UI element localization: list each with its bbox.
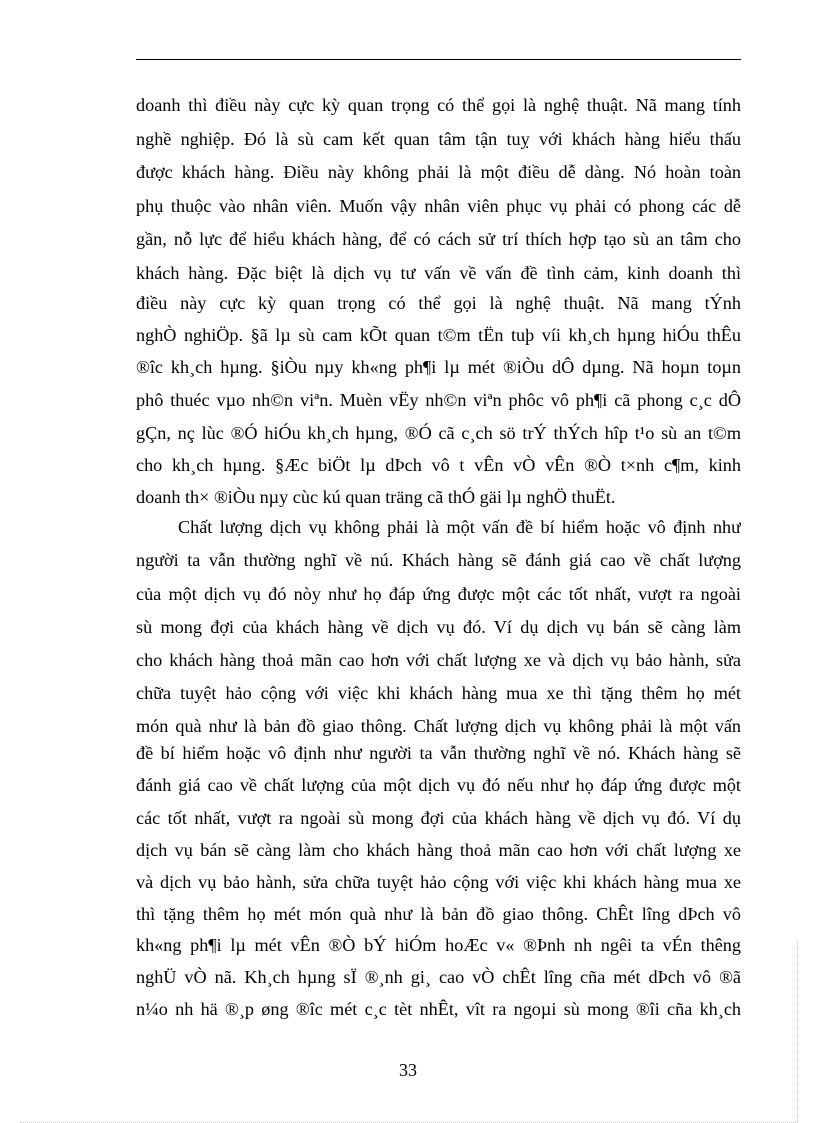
text-line: kh«ng ph¶i lµ mét vÊn ®Ò bÝ hiÓm hoÆc v« ®Þnh nh ngêi ta vÉn thêng (136, 935, 741, 955)
text-line: sù mong đợi của khách hàng về dịch vụ đó. Ví dụ dịch vụ bán sẽ càng làm (136, 617, 741, 637)
header-rule (136, 59, 741, 60)
text-line: thì tặng thêm họ mét món quà như là bản đồ giao thông. ChÊt lîng dÞch vô (136, 904, 741, 924)
text-line: các tốt nhất, vượt ra ngoài sù mong đợi của khách hàng về dịch vụ đó. Ví dụ (136, 808, 741, 828)
text-line: n¼o nh hä ®¸p øng ®îc mét c¸c tèt nhÊt, vît ra ngoµi sù mong ®îi cña kh¸ch (136, 999, 741, 1019)
text-line: doanh thì điều này cực kỳ quan trọng có thể gọi là nghệ thuật. Nã mang tính (136, 95, 741, 115)
text-line: nghÜ vÒ nã. Kh¸ch hµng sÏ ®¸nh gi¸ cao vÒ chÊt lîng cña mét dÞch vô ®ã (136, 967, 741, 987)
text-line: cho khách hàng thoả mãn cao hơn với chất lượng xe và dịch vụ bảo hành, sửa (136, 650, 741, 670)
text-line: phụ thuộc vào nhân viên. Muốn vậy nhân viên phục vụ phải có phong các dễ (136, 196, 741, 216)
page-boundary-right (797, 940, 798, 1123)
text-line: Chất lượng dịch vụ không phải là một vấn đề bí hiểm hoặc vô định như (178, 517, 741, 537)
text-line: nghÒ nghiÖp. §ã lµ sù cam kÕt quan t©m tËn tuþ víi kh¸ch hµng hiÓu thÊu (136, 325, 741, 345)
text-line: đề bí hiểm hoặc vô định như người ta vẫn thường nghĩ về nó. Khách hàng sẽ (136, 743, 741, 763)
text-line: dịch vụ bán sẽ càng làm cho khách hàng thoả mãn cao hơn với chất lượng xe (136, 840, 741, 860)
text-line: chữa tuyệt hảo cộng với việc khi khách hàng mua xe thì tặng thêm họ mét (136, 683, 741, 703)
text-line: ®îc kh¸ch hµng. §iÒu nµy kh«ng ph¶i lµ mét ®iÒu dÔ dµng. Nã hoµn toµn (136, 357, 741, 377)
text-line: đánh giá cao về chất lượng của một dịch vụ đó nếu như họ đáp ứng được một (136, 775, 741, 795)
text-line: được khách hàng. Điều này không phải là một điều dễ dàng. Nó hoàn toàn (136, 162, 741, 182)
text-line: khách hàng. Đặc biệt là dịch vụ tư vấn về vấn đề tình cảm, kinh doanh thì (136, 263, 741, 283)
page-number: 33 (399, 1060, 417, 1080)
text-line: và dịch vụ bảo hành, sửa chữa tuyệt hảo cộng với việc khi khách hàng mua xe (136, 872, 741, 892)
text-line: nghề nghiệp. Đó là sù cam kết quan tâm tận tuỵ với khách hàng hiểu thấu (136, 129, 741, 149)
text-line: điều này cực kỳ quan trọng có thể gọi là nghệ thuật. Nã mang tÝnh (136, 293, 741, 313)
text-line: cho kh¸ch hµng. §Æc biÖt lµ dÞch vô t vÊn vÒ vÊn ®Ò t×nh c¶m, kinh (136, 455, 741, 475)
text-line: của một dịch vụ đó nòy như họ đáp ứng được một các tốt nhất, vượt ra ngoài (136, 584, 741, 604)
text-line: người ta vẫn thường nghĩ về nú. Khách hàng sẽ đánh giá cao về chất lượng (136, 550, 741, 570)
text-line: gÇn, nç lùc ®Ó hiÓu kh¸ch hµng, ®Ó cã c¸ch sö trÝ thÝch hîp t¹o sù an t©m (136, 423, 741, 443)
text-line: doanh th× ®iÒu nµy cùc kú quan träng cã thÓ gäi lµ nghÖ thuËt. (136, 487, 616, 507)
text-line: phô thuéc vµo nh©n viªn. Muèn vËy nh©n viªn phôc vô ph¶i cã phong c¸c dÔ (136, 390, 741, 410)
text-line: gần, nỗ lực để hiểu khách hàng, để có cách sử trí thích hợp tạo sù an tâm cho (136, 229, 741, 249)
text-line: món quà như là bản đồ giao thông. Chất lượng dịch vụ không phải là một vấn (136, 716, 741, 736)
